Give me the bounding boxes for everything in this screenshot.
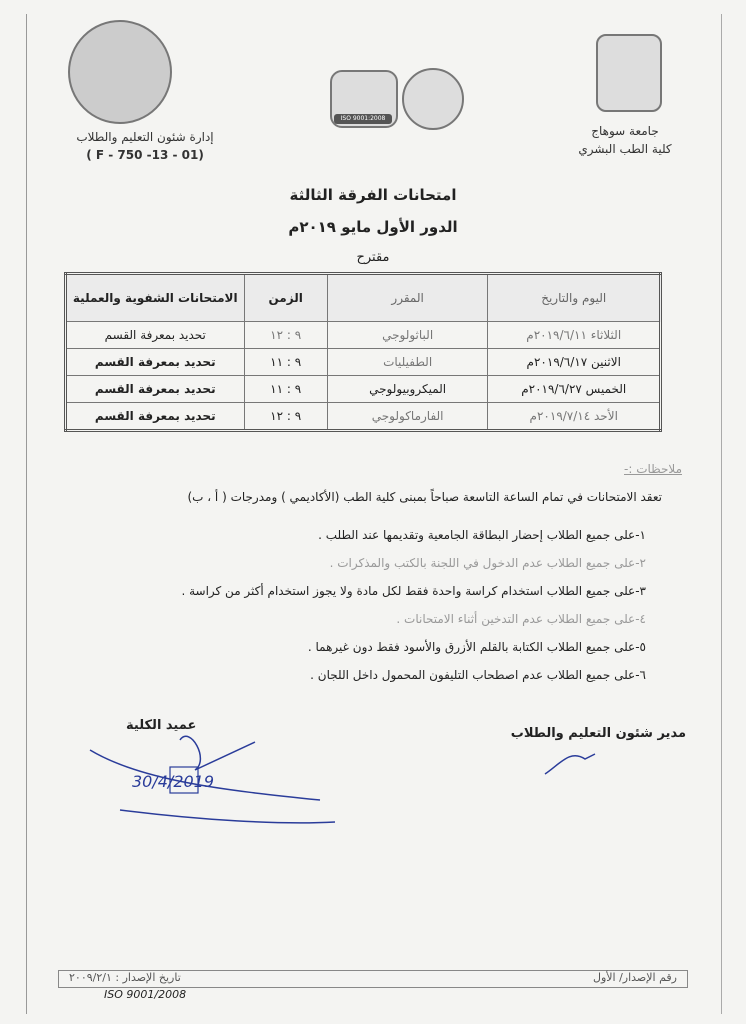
cell-date: الثلاثاء ٢٠١٩/٦/١١م	[488, 322, 661, 349]
table-row	[66, 403, 661, 431]
title-line2: الدور الأول مايو ٢٠١٩م	[288, 218, 458, 236]
signature-label-affairs: مدير شئون التعليم والطلاب	[510, 726, 686, 741]
version-number: رقم الإصدار/ الأول	[592, 971, 677, 984]
cell-time: ٩ : ١١	[244, 349, 327, 376]
university-crest	[596, 34, 662, 112]
cell-oral: تحديد بمعرفة القسم	[66, 376, 245, 403]
note-item: ٦-على جميع الطلاب عدم اصطحاب التليفون المحمول داخل اللجان .	[310, 668, 646, 682]
cell-time: ٩ : ١١	[244, 376, 327, 403]
cell-time: ٩ : ١٢	[244, 322, 327, 349]
table-row	[66, 376, 661, 403]
cell-oral: تحديد بمعرفة القسم	[66, 322, 245, 349]
exam-schedule-table	[64, 272, 662, 432]
page-frame	[26, 14, 722, 1014]
issue-date: تاريخ الإصدار : ٢٠٠٩/٢/١	[69, 971, 181, 984]
cell-course: الفارماكولوجي	[327, 403, 488, 431]
signature-label-dean: عميد الكلية	[126, 718, 197, 733]
table-row	[66, 322, 661, 349]
form-code: ( F - 750 -13 - 01)	[86, 148, 204, 162]
cell-date: الأحد ٢٠١٩/٧/١٤م	[488, 403, 661, 431]
col-time: الزمن	[244, 274, 327, 322]
title-line1: امتحانات الفرقة الثالثة	[289, 186, 457, 204]
affairs-signature	[540, 744, 600, 780]
cell-oral: تحديد بمعرفة القسم	[66, 349, 245, 376]
note-item: ٢-على جميع الطلاب عدم الدخول في اللجنة بالكتب والمذكرات .	[329, 556, 646, 570]
cell-course: الطفيليات	[327, 349, 488, 376]
signature-date: 30/4/2019	[132, 772, 215, 791]
footer-box	[58, 970, 688, 988]
faculty-name: كلية الطب البشري	[578, 142, 672, 156]
admin-dept: إدارة شئون التعليم والطلاب	[76, 130, 214, 144]
table-row	[66, 349, 661, 376]
notes-heading: ملاحظات :-	[624, 462, 682, 476]
title-line3: مقترح	[356, 250, 390, 265]
notes-intro: تعقد الامتحانات في تمام الساعة التاسعة صباحاً بمبنى كلية الطب (الأكاديمي ) ومدرجات ( أ ، ب)	[187, 490, 662, 504]
note-item: ٥-على جميع الطلاب الكتابة بالقلم الأزرق والأسود فقط دون غيرهما .	[307, 640, 646, 654]
faculty-logo	[68, 20, 172, 124]
cell-date: الاثنين ٢٠١٩/٦/١٧م	[488, 349, 661, 376]
cell-course: الميكروبيولوجي	[327, 376, 488, 403]
cell-date: الخميس ٢٠١٩/٦/٢٧م	[488, 376, 661, 403]
note-item: ٣-على جميع الطلاب استخدام كراسة واحدة فقط لكل مادة ولا يجوز استخدام أكثر من كراسة .	[181, 584, 646, 598]
dean-signature	[80, 730, 350, 830]
col-date: اليوم والتاريخ	[488, 274, 661, 322]
note-item: ٤-على جميع الطلاب عدم التدخين أثناء الامتحانات .	[396, 612, 646, 626]
cell-course: الباثولوجي	[327, 322, 488, 349]
col-course: المقرر	[327, 274, 488, 322]
university-name: جامعة سوهاج	[591, 124, 659, 138]
university-seal-small	[402, 68, 464, 130]
table-header-row	[66, 274, 661, 322]
iso-label: ISO 9001/2008	[104, 988, 187, 1001]
cell-oral: تحديد بمعرفة القسم	[66, 403, 245, 431]
note-item: ١-على جميع الطلاب إحضار البطاقة الجامعية وتقديمها عند الطلب .	[318, 528, 646, 542]
col-oral-practical: الامتحانات الشفوية والعملية	[66, 274, 245, 322]
cell-time: ٩ : ١٢	[244, 403, 327, 431]
iso-badge: ISO 9001:2008	[334, 114, 392, 124]
